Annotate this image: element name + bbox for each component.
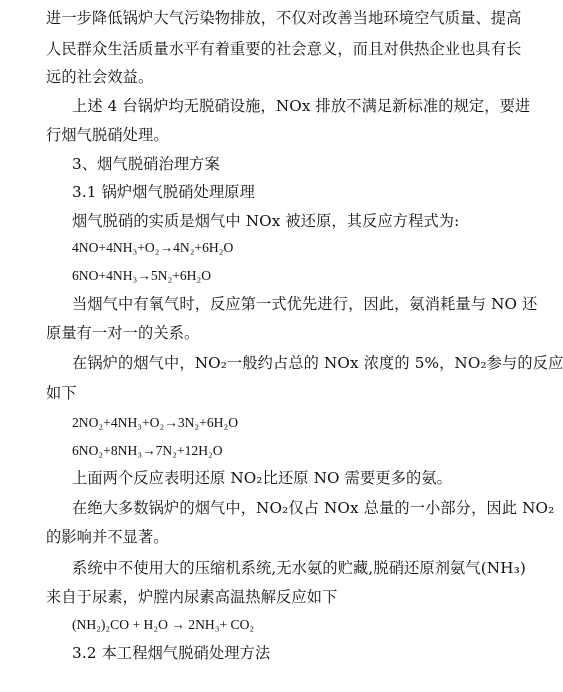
paragraph-line: 来自于尿素，炉膛内尿素高温热解反应如下 [46, 588, 338, 606]
paragraph-line: 如下 [46, 384, 77, 402]
paragraph-line: 人民群众生活质量水平有着重要的社会意义，而且对供热企业也具有长 [46, 40, 522, 58]
reaction-equation: 6NO₂+8NH₃→7N₂+12H₂O [72, 443, 223, 458]
reaction-equation: (NH₂)₂CO + H₂O → 2NH₃+ CO₂ [72, 617, 255, 632]
reaction-equation: 4NO+4NH₃+O₂→4N₂+6H₂O [72, 240, 234, 255]
paragraph-line: 上述 4 台锅炉均无脱硝设施，NOx 排放不满足新标准的规定，要进 [72, 97, 531, 115]
paragraph-line: 行烟气脱硝处理。 [46, 126, 169, 144]
paragraph-line: 烟气脱硝的实质是烟气中 NOx 被还原，其反应方程式为: [72, 212, 460, 230]
subsection-heading: 3.2 本工程烟气脱硝处理方法 [72, 644, 271, 662]
paragraph-line: 的影响并不显著。 [46, 528, 169, 546]
subsection-heading: 3.1 锅炉烟气脱硝处理原理 [72, 183, 255, 201]
section-heading: 3、烟气脱硝治理方案 [72, 155, 220, 173]
paragraph-line: 远的社会效益。 [46, 68, 154, 86]
reaction-equation: 6NO+4NH₃→5N₂+6H₂O [72, 268, 212, 283]
paragraph-line: 进一步降低锅炉大气污染物排放，不仅对改善当地环境空气质量、提高 [46, 9, 522, 27]
paragraph-line: 系统中不使用大的压缩机系统,无水氨的贮藏,脱硝还原剂氨气(NH₃) [72, 559, 526, 577]
paragraph-line: 上面两个反应表明还原 NO₂比还原 NO 需要更多的氨。 [72, 469, 453, 487]
paragraph-line: 在绝大多数锅炉的烟气中，NO₂仅占 NOx 总量的一小部分，因此 NO₂ [72, 499, 555, 517]
paragraph-line: 当烟气中有氧气时，反应第一式优先进行，因此，氨消耗量与 NO 还 [72, 295, 538, 313]
paragraph-line: 在锅炉的烟气中，NO₂一般约占总的 NOx 浓度的 5%，NO₂参与的反应 [72, 354, 563, 372]
paragraph-line: 原量有一对一的关系。 [46, 324, 200, 342]
reaction-equation: 2NO₂+4NH₃+O₂→3N₂+6H₂O [72, 415, 239, 430]
